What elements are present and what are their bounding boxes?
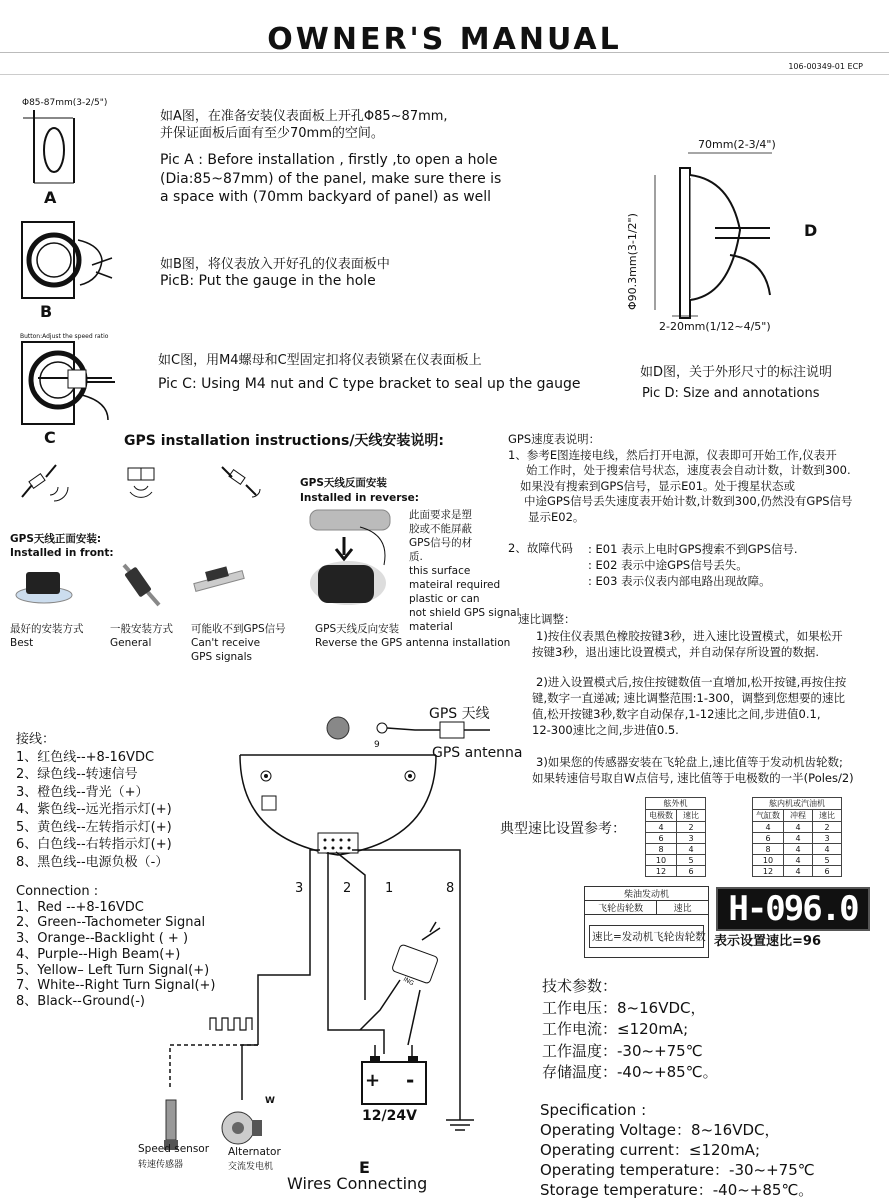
cell: 8 bbox=[753, 844, 784, 855]
ratio-p1-line: 1)按住仪表黑色橡胶按键3秒，进入速比设置模式，如果松开 bbox=[536, 629, 843, 643]
tech-en-line: Operating temperature：-30~+75℃ bbox=[540, 1161, 815, 1179]
pic-a-letter: A bbox=[44, 188, 57, 207]
gps-opt4-en: Reverse the GPS antenna installation bbox=[315, 637, 511, 649]
cell: 5 bbox=[677, 855, 706, 866]
cell: 10 bbox=[646, 855, 677, 866]
header-rule-2 bbox=[0, 74, 889, 75]
table-row bbox=[646, 844, 706, 855]
pic-d-letter: D bbox=[804, 221, 818, 240]
pic-a-cn-line2: 并保证面板后面有至少70mm的空间。 bbox=[160, 126, 384, 141]
reverse-note-line: this surface bbox=[409, 565, 471, 577]
table-row bbox=[753, 822, 842, 833]
pic-a-en-line1: Pic A : Before installation , firstly ,to open a hole bbox=[160, 152, 498, 168]
tech-cn-line: 工作电压：8~16VDC， bbox=[542, 998, 706, 1017]
gps-reverse-drawing bbox=[300, 505, 410, 615]
ratio-para2 bbox=[532, 674, 846, 738]
ratio-p2-line: 2)进入设置模式后,按住按键数值一直增加,松开按键,再按住按 bbox=[536, 675, 847, 689]
gps-desc-line5: 显示E02。 bbox=[528, 509, 585, 524]
table-row bbox=[753, 844, 842, 855]
gps-reverse-cn: GPS天线反面安装 bbox=[300, 477, 387, 489]
page-title: OWNER'S MANUAL bbox=[267, 22, 622, 57]
wiring-cn-item: 6、白色线--右转指示灯(+) bbox=[16, 837, 172, 852]
lcd-caption: 表示设置速比=96 bbox=[714, 934, 821, 949]
pic-b-drawing bbox=[20, 220, 120, 302]
cell: 2 bbox=[677, 822, 706, 833]
wire-label-2: 2 bbox=[343, 881, 352, 896]
speed-sensor-cn: 转速传感器 bbox=[138, 1160, 184, 1170]
alternator-icon bbox=[222, 1112, 262, 1144]
wiring-en-item: 4、Purple--High Beam(+) bbox=[16, 946, 181, 962]
cell: 12 bbox=[646, 866, 677, 877]
ignition-switch-icon bbox=[391, 922, 440, 984]
outboard-table bbox=[645, 797, 706, 877]
wiring-en-item: 2、Green--Tachometer Signal bbox=[16, 915, 206, 931]
reverse-note-line: 此面要求是塑 bbox=[409, 509, 472, 521]
antenna-best-icon bbox=[16, 572, 72, 603]
ratio-p3-line: 3)如果您的传感器安装在飞轮盘上,速比值等于发动机齿轮数; bbox=[536, 755, 843, 769]
cell: 3 bbox=[677, 833, 706, 844]
gps-connector-icon bbox=[440, 722, 464, 738]
cell: 6 bbox=[677, 866, 706, 877]
inboard-header: 冲程 bbox=[784, 810, 813, 822]
pic-d-dim-side: Φ90.3mm(3-1/2") bbox=[626, 213, 639, 310]
wiring-en-item: 1、Red --+8-16VDC bbox=[16, 899, 144, 915]
tech-cn-title: 技术参数： bbox=[542, 977, 618, 995]
reverse-note-line: mateiral required bbox=[409, 579, 501, 591]
alternator-en: Alternator bbox=[228, 1146, 281, 1158]
gps-opt2-en: General bbox=[110, 637, 152, 649]
table-row bbox=[646, 833, 706, 844]
cell: 4 bbox=[677, 844, 706, 855]
tech-cn bbox=[542, 976, 718, 1084]
outboard-title: 舷外机 bbox=[646, 798, 706, 810]
gps-satellites bbox=[10, 462, 280, 512]
error-e03: : E03 表示仪表内部电路出现故障。 bbox=[588, 574, 771, 588]
antenna-general-icon bbox=[124, 565, 159, 605]
diagram-caption: Wires Connecting bbox=[287, 1174, 428, 1193]
gps-opt3-en1: Can't receive bbox=[191, 637, 261, 649]
gps-reverse-en: Installed in reverse: bbox=[300, 492, 419, 504]
ratio-para1 bbox=[532, 628, 843, 660]
table-row bbox=[646, 866, 706, 877]
table-row bbox=[753, 855, 842, 866]
tech-en-title: Specification : bbox=[540, 1101, 647, 1119]
gps-desc-title: GPS速度表说明： bbox=[508, 432, 601, 446]
pic-a-cn-line1: 如A图，在准备安装仪表面板上开孔Φ85~87mm, bbox=[160, 109, 448, 124]
satellite-icon-1 bbox=[22, 465, 68, 501]
wiring-cn-item: 3、橙色线--背光（+） bbox=[16, 784, 149, 800]
tables-label: 典型速比设置参考： bbox=[500, 821, 626, 837]
diesel-title: 柴油发动机 bbox=[585, 887, 708, 901]
cell: 8 bbox=[646, 844, 677, 855]
diesel-header: 飞轮齿轮数 bbox=[585, 901, 657, 914]
pic-c-en: Pic C: Using M4 nut and C type bracket to seal up the gauge bbox=[158, 376, 581, 392]
cell: 4 bbox=[784, 833, 813, 844]
gps-description bbox=[508, 432, 853, 525]
cell: 10 bbox=[753, 855, 784, 866]
cell: 4 bbox=[784, 822, 813, 833]
cell: 4 bbox=[813, 844, 842, 855]
ratio-p2-line: 键,数字一直递减; 速比调整范围:1-300，调整到您想要的速比 bbox=[532, 691, 845, 705]
diesel-header: 速比 bbox=[673, 904, 692, 914]
pic-d-dim-bottom: 2-20mm(1/12~4/5") bbox=[659, 320, 771, 333]
satellite-icon-3 bbox=[222, 467, 260, 497]
gps-reverse-note bbox=[409, 508, 520, 634]
cell: 2 bbox=[813, 822, 842, 833]
error-e01: : E01 表示上电时GPS搜索不到GPS信号. bbox=[588, 542, 798, 556]
ratio-p2-line: 12-300速比之间,步进值0.5. bbox=[532, 723, 679, 737]
wire-label-3: 3 bbox=[295, 881, 304, 896]
reverse-note-line: not shield GPS signal bbox=[409, 607, 520, 619]
pic-d-cn: 如D图，关于外形尺寸的标注说明 bbox=[640, 365, 833, 380]
gps-front-en: Installed in front: bbox=[10, 547, 114, 559]
gps-desc-line4: 中途GPS信号丢失速度表开始计数,计数到300,仍然没有GPS信号 bbox=[524, 494, 853, 508]
battery-voltage: 12/24V bbox=[362, 1108, 417, 1124]
gps-front-cn: GPS天线正面安装: bbox=[10, 533, 102, 545]
gps-opt4-cn: GPS天线反向安装 bbox=[315, 623, 400, 635]
outboard-header: 电极数 bbox=[646, 810, 677, 822]
cell: 6 bbox=[813, 866, 842, 877]
cell: 3 bbox=[813, 833, 842, 844]
reverse-note-line: GPS信号的材 bbox=[409, 537, 473, 549]
pic-a-dimension: Φ85-87mm(3-2/5") bbox=[22, 98, 108, 108]
gps-front-drawings bbox=[14, 560, 254, 615]
pic-b-en: PicB: Put the gauge in the hole bbox=[160, 273, 376, 289]
tech-en bbox=[540, 1100, 815, 1200]
wire-label-8: 8 bbox=[446, 881, 455, 896]
gps-antenna-cn: GPS 天线 bbox=[429, 706, 490, 722]
inboard-table bbox=[752, 797, 842, 877]
wiring-cn-item: 2、绿色线--转速信号 bbox=[16, 767, 138, 782]
gps-desc-line1: 1、参考E图连接电线，然后打开电源，仪表即可开始工作,仪表开 bbox=[508, 447, 837, 462]
error-e02: : E02 表示中途GPS信号丢失。 bbox=[588, 558, 748, 572]
wire-label-1: 1 bbox=[385, 881, 394, 896]
gps-opt2-cn: 一般安装方式 bbox=[110, 623, 173, 635]
pic-b-letter: B bbox=[40, 302, 53, 321]
pic-a-en-line3: a space with (70mm backyard of panel) as well bbox=[160, 189, 492, 205]
ratio-title: 速比调整： bbox=[518, 612, 576, 626]
wiring-cn-item: 1、红色线--+8-16VDC bbox=[16, 749, 155, 765]
pic-a-en-line2: (Dia:85~87mm) of the panel, make sure there is bbox=[160, 171, 502, 187]
antenna-bad-icon bbox=[194, 566, 244, 591]
gauge-button-icon bbox=[327, 717, 349, 739]
error-codes-label: 2、故障代码 bbox=[508, 541, 573, 555]
pic-b-cn: 如B图，将仪表放入开好孔的仪表面板中 bbox=[160, 257, 390, 272]
wire-3 bbox=[258, 850, 320, 1045]
speed-sensor-en: Speed sensor bbox=[138, 1143, 210, 1155]
cell: 4 bbox=[784, 844, 813, 855]
ratio-p3-line: 如果转速信号取自W点信号, 速比值等于电极数的一半(Poles/2) bbox=[532, 771, 854, 785]
pic-a-drawing bbox=[18, 108, 78, 188]
cell: 4 bbox=[753, 822, 784, 833]
reverse-note-line: 质. bbox=[409, 551, 423, 563]
table-row bbox=[753, 866, 842, 877]
wiring-cn-item: 8、黑色线--电源负极（-） bbox=[16, 854, 169, 870]
wiring-en-item: 7、White--Right Turn Signal(+) bbox=[16, 978, 216, 994]
gps-heading: GPS installation instructions/天线安装说明: bbox=[124, 433, 445, 449]
satellite-icon-2 bbox=[128, 468, 154, 497]
table-row bbox=[646, 855, 706, 866]
tech-en-line: Operating Voltage：8~16VDC， bbox=[540, 1121, 780, 1139]
doc-number: 106-00349-01 ECP bbox=[788, 62, 863, 71]
error-codes bbox=[588, 541, 798, 589]
pic-c-letter: C bbox=[44, 428, 56, 447]
ratio-p2-line: 值,松开按键3秒,数字自动保存,1-12速比之间,步进值0.1, bbox=[532, 707, 821, 721]
tech-cn-line: 工作温度：-30~+75℃ bbox=[542, 1041, 703, 1060]
cell: 4 bbox=[784, 855, 813, 866]
table-row bbox=[753, 833, 842, 844]
pic-d-dim-top: 70mm(2-3/4") bbox=[698, 138, 776, 151]
reverse-note-line: 胶或不能屏蔽 bbox=[409, 523, 472, 535]
cell: 5 bbox=[813, 855, 842, 866]
wiring-en-item: 5、Yellow– Left Turn Signal(+) bbox=[16, 962, 210, 978]
wiring-cn-title: 接线： bbox=[16, 732, 56, 747]
pic-c-cn: 如C图，用M4螺母和C型固定扣将仪表锁紧在仪表面板上 bbox=[158, 353, 482, 368]
cell: 12 bbox=[753, 866, 784, 877]
gps-pin-number: 9 bbox=[374, 740, 380, 750]
outboard-header: 速比 bbox=[677, 810, 706, 822]
gps-desc-line3: 如果没有搜索到GPS信号，显示E01。处于搜星状态或 bbox=[520, 478, 796, 493]
inboard-title: 舷内机或汽油机 bbox=[753, 798, 842, 810]
tech-cn-line: 工作电流：≤120mA; bbox=[542, 1020, 689, 1038]
wire-1 bbox=[336, 852, 365, 1000]
inboard-header: 气缸数 bbox=[753, 810, 784, 822]
tech-en-line: Operating current：≤120mA; bbox=[540, 1141, 760, 1159]
wire-2 bbox=[328, 852, 384, 1054]
gps-opt1-en: Best bbox=[10, 637, 34, 649]
cell: 4 bbox=[646, 822, 677, 833]
tech-en-line: Storage temperature：-40~+85℃。 bbox=[540, 1181, 814, 1199]
battery-plus: + bbox=[365, 1070, 381, 1091]
cell: 6 bbox=[646, 833, 677, 844]
cell: 6 bbox=[753, 833, 784, 844]
gps-opt3-en2: GPS signals bbox=[191, 651, 253, 663]
wiring-cn-item: 4、紫色线--远光指示灯(+) bbox=[16, 802, 172, 817]
reverse-note-line: plastic or can bbox=[409, 593, 480, 605]
diesel-formula: 速比=发动机飞轮齿轮数 bbox=[589, 925, 704, 948]
wiring-en-item: 3、Orange--Backlight ( + ) bbox=[16, 931, 189, 947]
alternator-cn: 交流发电机 bbox=[228, 1162, 274, 1172]
inboard-header: 速比 bbox=[813, 810, 842, 822]
gps-opt1-cn: 最好的安装方式 bbox=[10, 623, 84, 635]
table-row bbox=[646, 822, 706, 833]
tech-cn-line: 存储温度：-40~+85℃。 bbox=[542, 1063, 718, 1081]
ratio-para3 bbox=[532, 754, 854, 786]
ratio-p1-line: 按键3秒，退出速比设置模式，并自动保存所设置的数据. bbox=[532, 645, 819, 659]
pic-d-en: Pic D: Size and annotations bbox=[642, 386, 820, 401]
pic-c-note: Button:Adjust the speed ratio bbox=[20, 333, 109, 340]
lcd-display: H-096.0 bbox=[716, 887, 870, 931]
cell: 4 bbox=[784, 866, 813, 877]
wiring-en-item: 8、Black--Ground(-) bbox=[16, 993, 145, 1009]
alternator-w-label: W bbox=[265, 1096, 275, 1106]
gps-opt3-cn: 可能收不到GPS信号 bbox=[191, 623, 286, 635]
pic-c-drawing bbox=[20, 340, 130, 428]
wiring-diagram bbox=[130, 700, 520, 1170]
reverse-note-line: material bbox=[409, 621, 453, 633]
diesel-box bbox=[584, 886, 709, 958]
gps-desc-line2: 始工作时，处于搜索信号状态，速度表会自动计数，计数到300. bbox=[526, 463, 851, 477]
gps-antenna-en: GPS antenna bbox=[432, 745, 523, 761]
wiring-cn-item: 5、黄色线--左转指示灯(+) bbox=[16, 819, 172, 835]
wiring-en-title: Connection : bbox=[16, 884, 99, 899]
ignition-label: ING bbox=[401, 975, 415, 988]
battery-minus: - bbox=[406, 1068, 415, 1092]
pic-d-drawing bbox=[630, 150, 790, 320]
pic-d-dim-side-wrap bbox=[626, 170, 646, 310]
diagram-letter: E bbox=[359, 1158, 370, 1177]
